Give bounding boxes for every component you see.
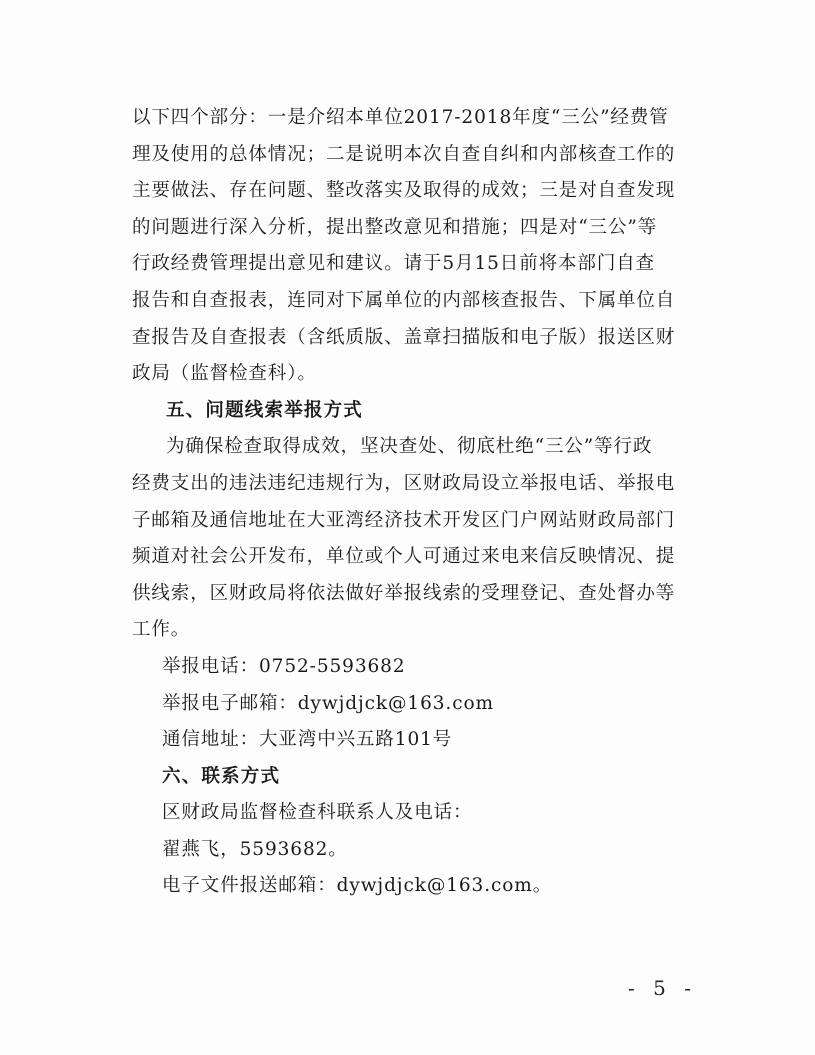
paragraph-line: 行政经费管理提出意见和建议。请于5月15日前将本部门自查: [132, 253, 656, 275]
document-body: [132, 100, 712, 905]
paragraph-line: 供线索，区财政局将依法做好举报线索的受理登记、查处督办等: [132, 582, 676, 604]
paragraph-line: 频道对社会公开发布，单位或个人可通过来电来信反映情况、提: [132, 546, 676, 568]
paragraph-line: 为确保检查取得成效，坚决查处、彻底杜绝“三公”等行政: [166, 436, 653, 458]
contact-person: 翟燕飞，5593682。: [162, 838, 348, 860]
paragraph-line: 理及使用的总体情况；二是说明本次自查自纠和内部核查工作的: [132, 143, 676, 165]
paragraph-line: 经费支出的违法违纪违规行为，区财政局设立举报电话、举报电: [132, 472, 676, 494]
paragraph-line: 报告和自查报表，连同对下属单位的内部核查报告、下属单位自: [132, 289, 676, 311]
paragraph-line: 查报告及自查报表（含纸质版、盖章扫描版和电子版）报送区财: [132, 326, 676, 348]
paragraph-line: 的问题进行深入分析，提出整改意见和措施；四是对“三公”等: [132, 216, 658, 238]
mail-address: 通信地址：大亚湾中兴五路101号: [162, 729, 453, 751]
paragraph-line: 以下四个部分：一是介绍本单位2017-2018年度“三公”经费管: [132, 107, 669, 128]
paragraph-line: 政局（监督检查科）。: [132, 363, 317, 385]
page-number: - 5 -: [628, 976, 697, 1000]
paragraph-line: 主要做法、存在问题、整改落实及取得的成效；三是对自查发现: [132, 180, 676, 202]
section-heading-contact: 六、联系方式: [162, 765, 281, 787]
submit-email: 电子文件报送邮箱：dywjdjck@163.com。: [162, 875, 553, 897]
paragraph-line: 子邮箱及通信地址在大亚湾经济技术开发区门户网站财政局部门: [132, 509, 676, 531]
report-email: 举报电子邮箱：dywjdjck@163.com: [162, 692, 494, 714]
section-heading-report-channels: 五、问题线索举报方式: [166, 399, 364, 421]
contact-intro: 区财政局监督检查科联系人及电话：: [162, 802, 473, 824]
paragraph-line: 工作。: [132, 619, 191, 641]
report-phone: 举报电话：0752-5593682: [162, 655, 406, 677]
